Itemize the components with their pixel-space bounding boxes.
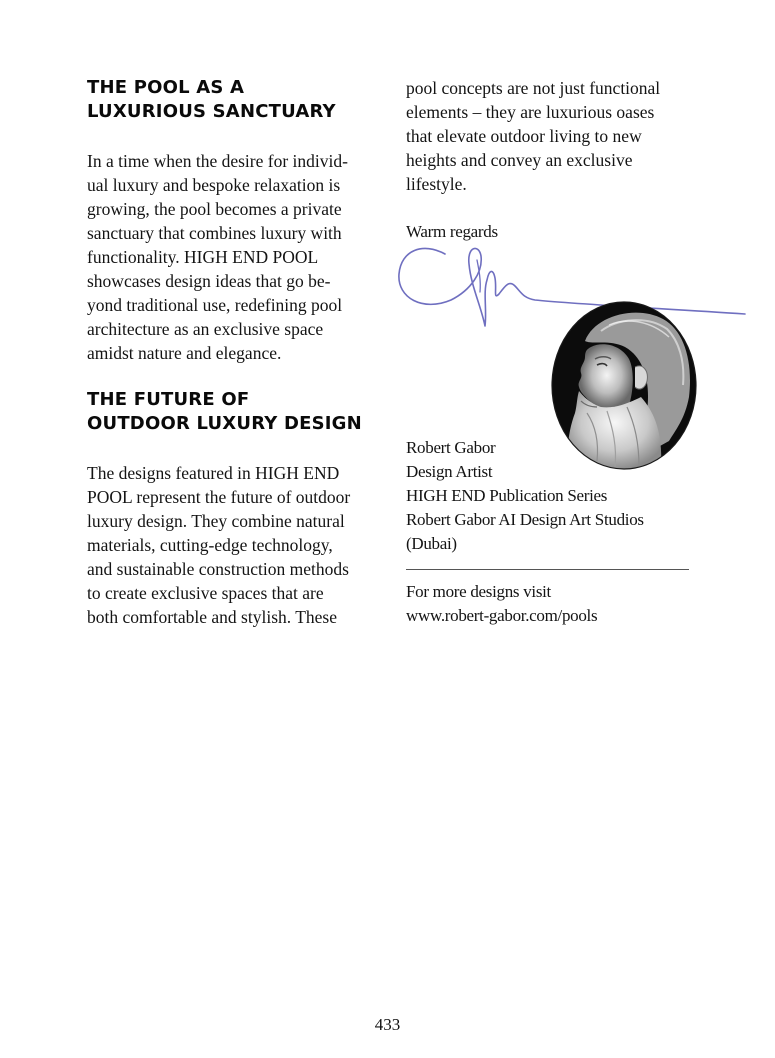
section-heading-future-design — [87, 388, 362, 436]
text-line: both comfortable and stylish. These — [87, 607, 337, 627]
paragraph-future-design — [87, 461, 350, 629]
divider-rule — [406, 569, 689, 570]
text-line: luxury design. They combine natural — [87, 511, 345, 531]
text-line: architecture as an exclusive space — [87, 319, 324, 339]
author-name: Robert Gabor — [406, 438, 496, 457]
paragraph-pool-sanctuary — [87, 149, 348, 365]
closing-text: Warm regards — [406, 222, 498, 241]
text-line: elements – they are luxurious oases — [406, 102, 655, 122]
footer-text: For more designs visit — [406, 582, 551, 601]
text-line: heights and convey an exclusive — [406, 150, 633, 170]
text-line: and sustainable construction methods — [87, 559, 349, 579]
author-series: HIGH END Publication Series — [406, 486, 608, 505]
text-line: functionality. HIGH END POOL — [87, 247, 319, 267]
section-heading-pool-sanctuary — [87, 76, 336, 124]
text-line: The designs featured in HIGH END — [87, 463, 340, 483]
heading-line: THE POOL AS A — [87, 77, 245, 98]
paragraph-continuation — [406, 76, 660, 196]
footer-block — [406, 580, 597, 628]
text-line: POOL represent the future of outdoor — [87, 487, 351, 507]
text-line: In a time when the desire for individ- — [87, 151, 348, 171]
text-line: yond traditional use, redefining pool — [87, 295, 343, 315]
heading-line: LUXURIOUS SANCTUARY — [87, 101, 336, 122]
author-studio: Robert Gabor AI Design Art Studios — [406, 510, 644, 529]
text-line: materials, cutting-edge technology, — [87, 535, 333, 555]
text-line: pool concepts are not just functional — [406, 78, 661, 98]
text-line: sanctuary that combines luxury with — [87, 223, 342, 243]
text-line: showcases design ideas that go be- — [87, 271, 331, 291]
text-line: to create exclusive spaces that are — [87, 583, 324, 603]
text-line: lifestyle. — [406, 174, 467, 194]
text-line: that elevate outdoor living to new — [406, 126, 642, 146]
page-number: 433 — [374, 1015, 401, 1034]
heading-line: OUTDOOR LUXURY DESIGN — [87, 413, 362, 434]
text-line: ual luxury and bespoke relaxation is — [87, 175, 341, 195]
heading-line: THE FUTURE OF — [87, 389, 250, 410]
text-line: growing, the pool becomes a private — [87, 199, 342, 219]
author-block — [406, 436, 644, 556]
author-role: Design Artist — [406, 462, 493, 481]
footer-link[interactable]: www.robert-gabor.com/pools — [406, 606, 598, 625]
text-line: amidst nature and elegance. — [87, 343, 282, 363]
author-location: (Dubai) — [406, 534, 457, 553]
